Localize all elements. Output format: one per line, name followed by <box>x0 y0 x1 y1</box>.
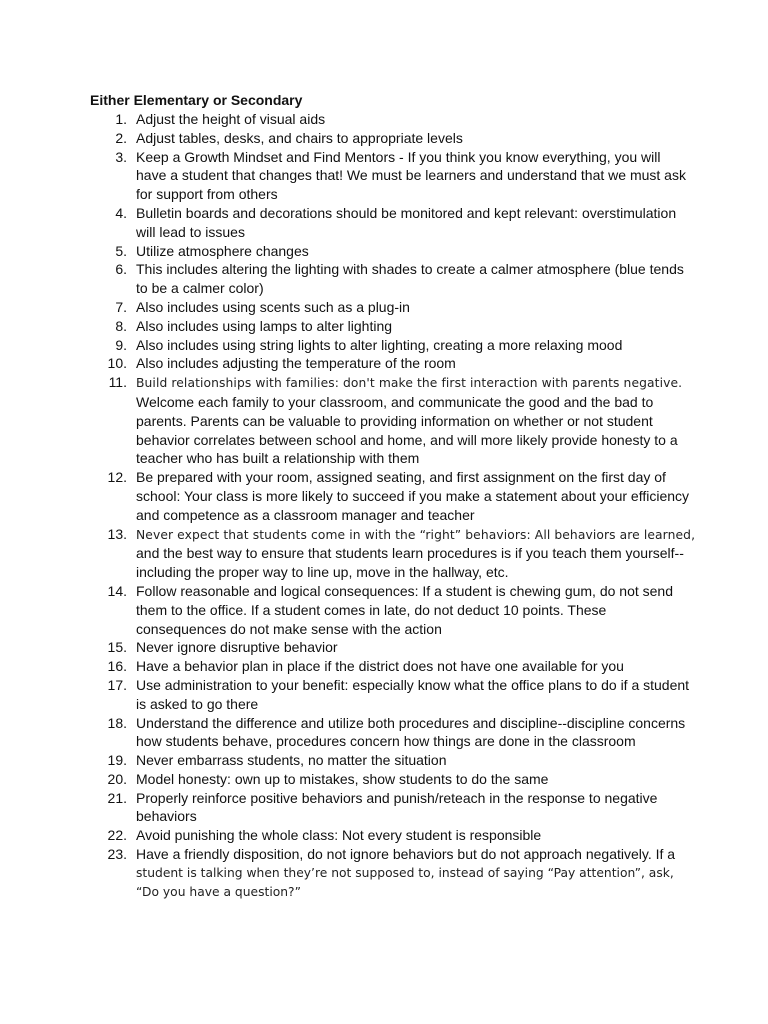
item-text: Also includes using scents such as a plug-in <box>136 298 410 315</box>
list-item <box>90 714 690 752</box>
item-number: 19. <box>107 752 127 769</box>
item-number: 17. <box>107 676 127 693</box>
list-item <box>90 148 690 204</box>
item-number: 22. <box>107 827 127 844</box>
item-text: Also includes using lamps to alter lighting <box>136 317 393 334</box>
item-text: Never ignore disruptive behavior <box>136 639 338 656</box>
list-item <box>90 373 690 468</box>
item-text: Never embarrass students, no matter the situation <box>136 752 447 769</box>
item-text: Be prepared with your room, assigned seating, and first assignment on the first day of school: Your class is more likely to succeed if you make a statement about your efficiency and competence as a classroom manager and teacher <box>136 469 690 523</box>
item-text: Properly reinforce positive behaviors and punish/reteach in the response to negative behaviors <box>136 789 658 825</box>
section-heading: Either Elementary or Secondary <box>90 92 303 108</box>
item-text: This includes altering the lighting with shades to create a calmer atmosphere (blue tends to be a calmer color) <box>136 261 684 297</box>
item-text: Also includes adjusting the temperature of the room <box>136 355 456 372</box>
list-item <box>90 242 690 261</box>
item-number: 5. <box>115 242 127 259</box>
item-text: Avoid punishing the whole class: Not every student is responsible <box>136 827 542 844</box>
item-text: Never expect that students come in with the “right” behaviors: All behaviors are learned, <box>136 527 696 542</box>
numbered-list <box>90 110 696 901</box>
item-number: 13. <box>107 525 127 542</box>
item-number: 8. <box>115 317 127 334</box>
list-item <box>90 468 690 524</box>
list-item <box>90 354 690 373</box>
list-item <box>90 204 690 242</box>
list-item <box>90 110 690 129</box>
list-item <box>90 826 690 845</box>
document-content <box>90 91 696 901</box>
item-number: 9. <box>115 336 127 353</box>
item-text: Utilize atmosphere changes <box>136 242 309 259</box>
item-number: 15. <box>107 639 127 656</box>
item-number: 23. <box>107 846 127 863</box>
item-text: Understand the difference and utilize both procedures and discipline--discipline concerns how students behave, procedures concern how things are done in the classroom <box>136 714 686 750</box>
item-continuation: and the best way to ensure that students learn procedures is if you teach them yourself--including the proper way to line up, move in the hallway, etc. <box>136 545 684 581</box>
item-text: Use administration to your benefit: especially know what the office plans to do if a student is asked to go there <box>136 676 690 712</box>
item-number: 10. <box>107 355 127 372</box>
item-number: 16. <box>107 658 127 675</box>
list-item <box>90 336 690 355</box>
item-number: 1. <box>115 111 127 127</box>
item-text: Model honesty: own up to mistakes, show students to do the same <box>136 770 549 787</box>
item-number: 12. <box>107 469 127 486</box>
item-text: Build relationships with families: don't make the first interaction with parents negative. <box>136 376 683 391</box>
item-text: Follow reasonable and logical consequences: If a student is chewing gum, do not send them to the office. If a student comes in late, do not deduct 10 points. These consequences do not make sense with the action <box>136 582 674 637</box>
item-number: 7. <box>115 298 127 315</box>
item-text: Keep a Growth Mindset and Find Mentors - If you think you know everything, you will have a student that changes that! We must be learners and understand that we must ask for support from others <box>136 148 686 203</box>
item-text: Adjust tables, desks, and chairs to appropriate levels <box>136 129 463 146</box>
list-item <box>90 298 690 317</box>
item-continuation: student is talking when they’re not supposed to, instead of saying “Pay attention”, ask, “Do you have a question?” <box>136 865 674 899</box>
item-number: 4. <box>115 204 127 221</box>
list-item <box>90 317 690 336</box>
list-item <box>90 582 690 638</box>
list-item <box>90 129 690 148</box>
list-item <box>90 638 690 657</box>
list-item <box>90 751 690 770</box>
item-number: 18. <box>107 714 127 731</box>
list-item <box>90 260 690 298</box>
list-item <box>90 845 690 901</box>
list-item <box>90 676 690 714</box>
item-text: Have a friendly disposition, do not ignore behaviors but do not approach negatively. If a <box>136 846 676 863</box>
item-number: 11. <box>108 374 127 391</box>
item-text: Bulletin boards and decorations should be monitored and kept relevant: overstimulation will lead to issues <box>136 204 677 240</box>
item-number: 2. <box>115 129 127 146</box>
list-item <box>90 657 690 676</box>
item-continuation: Welcome each family to your classroom, and communicate the good and the bad to parents. Parents can be valuable to providing information on whether or not student behavior correlates between school and home, and will more likely provide honesty to a teacher who has built a relationship with them <box>136 393 678 467</box>
list-item <box>90 770 690 789</box>
item-text: Have a behavior plan in place if the district does not have one available for you <box>136 658 624 675</box>
item-number: 6. <box>115 261 127 278</box>
item-number: 14. <box>107 582 127 599</box>
item-number: 21. <box>107 789 127 806</box>
list-item <box>90 789 690 827</box>
list-item <box>90 525 696 582</box>
item-number: 3. <box>115 148 127 165</box>
item-text: Adjust the height of visual aids <box>136 111 326 127</box>
item-text: Also includes using string lights to alter lighting, creating a more relaxing mood <box>136 336 623 353</box>
item-number: 20. <box>107 770 127 787</box>
